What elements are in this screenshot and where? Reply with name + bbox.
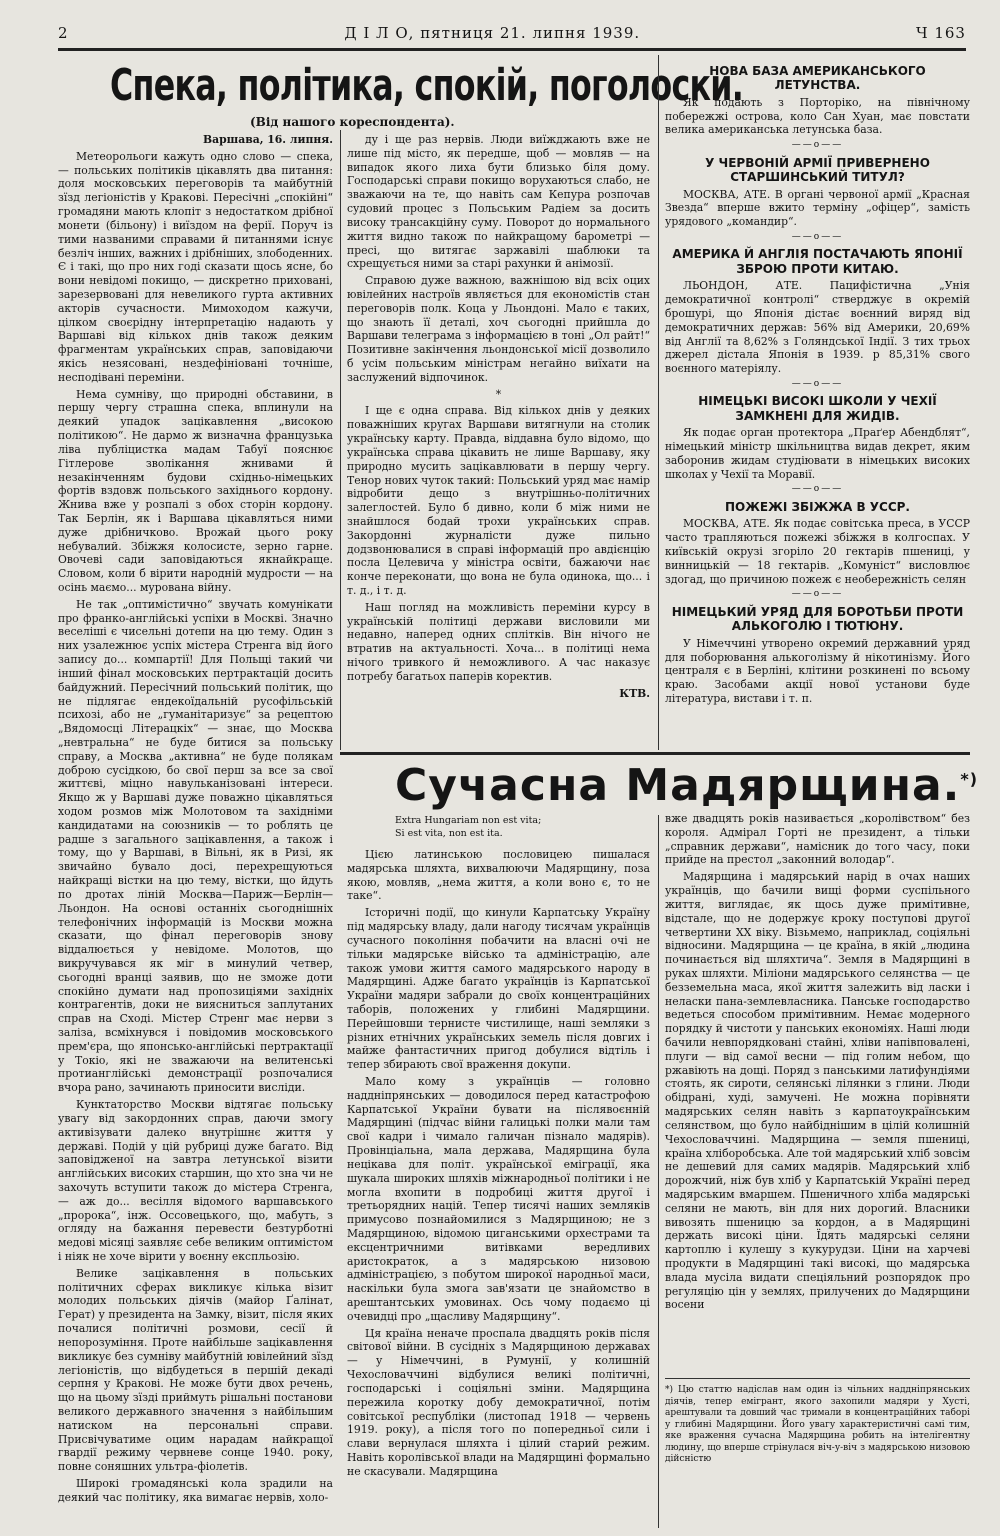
- article2-column-2: [665, 812, 970, 1372]
- separator: ——o——: [791, 378, 844, 389]
- paragraph: Метеорольоги кажуть одно слово — спека, — польських політиків цікавлять два питання: доля московських переговорів та майбутній зїзд легіоністів у Кракові. Пересічні „спокійні“ громадяни мають клопіт з недостатком дрібної монети (більону) і виїздом на ферії. Поруч із тими названими справами й питаннями існує безліч інших, важних і дрібніших, злободенних. Є і такі, що про них годі сказати щось ясне, бо вони невідомі покищо, — дискретно приховані, зарезервовані для невеликого гурта активних акторів сучасности. Мимоходом кажучи, цілком своєрідну інтерпретацію надають у Варшаві від кількох днів також деяким фрагментам українських справ, заповідаючи якісь незясовані, нездефініовані точніше, несподівані переміни.: [58, 149, 333, 384]
- news-text: У Німеччині утворено окремий державний уряд для поборювання алькоголізму й нікотинізму. Його централя є в Берліні, клітини розкинені по всьому краю. Засобами акції нової установи буде література, вистави і т. п.: [665, 636, 970, 705]
- issue-number: Ч 163: [915, 24, 966, 42]
- newspaper-name: Д І Л О,: [344, 24, 415, 42]
- news-text: ЛЬОНДОН, АТЕ. Пацифістична „Унія демократичної контролі“ стверджує в окремій брошурі, що Японія дістає воєнний виряд від демократичних держав: 56% від Америки, 20,69% від Англії та 8,62% з Голяндської Індії. З тих трьох джерел дістала Японія в 1939. р 85,31% свого воєнного матеріялу.: [665, 279, 970, 376]
- paragraph: Історичні події, що кинули Карпатську Україну під мадярську владу, дали нагоду тисячам українців сучасного покоління побачити на власні очі не тільки мадярське військо та адміністрацію, але також умови життя самого мадярського народу в Мадярщині. Адже багато українців із Карпатської України мадяри забрали до своїх концентраційних таборів, положених у глибині Мадярщини. Перейшовши тернисте чистилище, наші земляки з різних етнічних українських земель після довгих і майже фантастичних пригод добулися відтіль і тепер збирають свої враження докупи.: [347, 906, 650, 1072]
- news-title: НІМЕЦЬКІ ВИСОКІ ШКОЛИ У ЧЕХІЇ ЗАМКНЕНІ ДЛЯ ЖИДІВ.: [698, 394, 937, 423]
- column-divider: [658, 815, 659, 1528]
- article2-footnote: *) Цю статтю надіслав нам один із чільних наддніпрянських діячів, тепер емігрант, якого захопили мадяри у Хусті, арештували та довший час тримали в концентраційних таборі у глибині Мадярщини. Його увагу характеристичні самі тим, яке враження сучасна Мадярщина робить на інтелігентну людину, що вперше стрінулася віч-у-віч з мадярською низовою дійсністю: [665, 1378, 970, 1466]
- page-header: [58, 24, 966, 51]
- news-text: Як подає орган протектора „Праґер Абендблят“, німецький міністр шкільництва видав декрет, яким заборонив жидам студіювати в німецьких високих школах у Чехії та Моравії.: [665, 426, 970, 481]
- news-text: МОСКВА, АТЕ. В органі червоної армії „Красная Звезда“ вперше вжито терміну „офіцер“, замість урядового „командир“.: [665, 187, 970, 229]
- news-title: У ЧЕРВОНІЙ АРМІЇ ПРИВЕРНЕНО СТАРШИНСЬКИЙ ТИТУЛ?: [705, 155, 930, 185]
- column-divider: [340, 130, 341, 750]
- header-center: [344, 24, 640, 42]
- news-title: НОВА БАЗА АМЕРИКАНСЬКОГО ЛЕТУНСТВА.: [709, 64, 926, 93]
- article2-headline: [395, 760, 978, 811]
- paragraph: вже двадцять років називається „королівством“ без короля. Адмірал Горті не президент, а тільки „справник держави“, намісник до того часу, поки прийде на престол „законний володар“.: [665, 812, 970, 867]
- news-item: [665, 394, 970, 496]
- news-item: [665, 500, 970, 601]
- paragraph: Кунктаторство Москви відтягає польську увагу від закордонних справ, даючи змогу активізувати далеко внутрішнє життя у державі. Подій у цій рубриці дуже багато. Від заповідженої на завтра летунської візити англійських високих старшин, що хто зна чи не захочуть вступити також до містера Стренга, — аж до... весілля відомого варшавського „пророка“, інж. Оссовецького, що, мабуть, з огляду на бажання перевести безтурботні медові місяці заявляє себе великим оптимістом і ніяк не хоче вірити у воєнну експльозію.: [58, 1098, 333, 1263]
- paragraph: ду і ще раз нервів. Люди виїжджають вже не лише під місто, як передше, щоб — мовляв — на випадок якого лиха бути близько біля дому. Господарські справи покищо ворухаються слабо, не зважаючи на те, що навіть сам Кепура розпочав судовий процес з Польським Радіем за досить високу трансакційну суму. Поворот до нормального життя видно також по найкращому барометрі — пресі, що витягає заржавілі шаблюки та схрещується ними за старі рахунки й анімозії.: [347, 133, 650, 271]
- article1-byline: (Від нашого кореспондента).: [250, 115, 455, 129]
- news-text: МОСКВА, АТЕ. Як подає совітська преса, в УССР часто трапляються пожежі збіжжя в колгоспах. У київській окрузі згоріло 20 гектарів пшениці, у винницькій — 18 гектарів. „Комуніст“ висловлює здогад, що причиною пожеж є необережність селян: [665, 517, 970, 586]
- separator: ——o——: [791, 589, 844, 600]
- separator: ——o——: [791, 140, 844, 151]
- footnote-marker: *): [960, 769, 979, 789]
- epigraph-line: Si est vita, non est ita.: [395, 827, 503, 839]
- article2-title-text: Сучасна Мадярщина.: [395, 760, 961, 811]
- news-item: [665, 64, 970, 152]
- paragraph: Цією латинською пословицею пишалася мадярська шляхта, вихвалюючи Мадярщину, поза якою, мовляв, „нема життя, а коли воно є, то не таке“.: [347, 848, 650, 903]
- news-column: [665, 60, 970, 750]
- epigraph-line: Extra Hungariam non est vita;: [395, 815, 542, 826]
- article1-column-2: [347, 133, 650, 748]
- news-item: [665, 247, 970, 390]
- paragraph: Нема сумніву, що природні обставини, в першу чергу страшна спека, вплинули на деякий упадок зацікавлення „високою політикою“. Не дармо ж визначна французька ліва публіцистка мадам Табуї пояснює Гітлерове зволікання жнивами й незакінченням будови східньо-німецьких фортів вздовж польського західнього кордону. Жнива вже у розпалі з обох сторін кордону. Так Берлін, як і Варшава цікавляться ними дуже дрібничково. Врожай цього року небувалий. Збіжжя колосисте, зерно гарне. Овочеві сади заповідаються якнайкраще. Словом, коли б вірити народній мудрости — на осінь маємо... мурована війну.: [58, 387, 333, 594]
- news-item: [665, 605, 970, 706]
- article1-headline: Спека, політика, спокій, поголоски.: [110, 60, 744, 111]
- column-divider: [658, 55, 659, 750]
- section-break: *: [495, 387, 502, 401]
- separator: ——o——: [791, 231, 844, 242]
- paragraph: Широкі громадянські кола зрадили на деякий час політику, яка вимагає нервів, холо-: [58, 1477, 333, 1504]
- paragraph: Ця країна неначе проспала двадцять років після світової війни. В сусідніх з Мадярщиною державах — у Німеччині, в Румунії, у колишній Чехословаччині відбулися великі політичні, господарські і соціяльні зміни. Мадярщина пережила коротку добу демократичної, потім совітської республіки (листопад 1918 — червень 1919. року), а після того по попередньої сили і слави вернулася шляхта і цілий старий режим. Навіть королівської влади на Мадярщині формально не скасували. Мадярщина: [347, 1326, 650, 1478]
- page-number: 2: [58, 24, 69, 42]
- paragraph: І ще є одна справа. Від кількох днів у деяких поважніших кругах Варшави витягнули на столик українську карту. Правда, віддавна було відомо, що українська справа цікавить не лише Варшаву, яку природно мусить зацікавлювати в першу чергу. Тенор нових чуток такий: Польський уряд має намір відробити дещо з внутрішньо-політичних залеглостей. Було б дивно, коли б між ними не знайшлося бодай трохи українських справ. Закордонні журналісти дуже пильно додзвонювалися в справі інформацій про авдієнцію посла Целевича у міністра освіти, бажаючи нає конче переконати, що вона не була одинока, що... і т. д., і т. д.: [347, 404, 650, 597]
- section-rule: [340, 752, 970, 755]
- paragraph: Не так „оптимістично“ звучать комунікати про франко-англійські успіхи в Москві. Значно веселіші є чисельні дотепи на цю тему. Один з них узалежнює успіх містера Стренга від його запису до... компартії! Для Польщі такий чи інший фінал московських пертрактацій досить байдужний. Пересічний польський політик, що не підлягає ендекоїдальній русофільській психозі, або не „гуманітаризує“ за рецептою „Вядомосці Літерацкіх“ — знає, що Москва „невтральна“ не буде битися за польську справу, а Москва „активна“ не буде полякам доброю сусідкою, бо свої перш за все за свої життєві, міцно навульканізовані інтереси. Якщо ж у Варшаві дуже поважно цікавляться ходом розмов між Молотовом та західніми кандидатами на союзників — то роблять це радше з загального зацікавлення, а також і тому, що у Варшаві, в Вільні, як в Ризі, як звичайно бувало досі, перехрещуються найкращі вістки на цю тему, вістки, що йдуть по дротах ліній Москва—Париж—Берлін—Льондон. На основі останніх сьогоднішніх телефонічних інформацій із Москви можна сказати, що фінал переговорів знову віддалюється у невідоме. Молотов, що викручувався як міг в минулий четвер, сьогодні вранці заявив, що не зможе доти спокійно думати над пропозиціями західніх контрагентів, доки не виясниться заплутаних справ на Сході. Містер Стренг має нерви з заліза, всміхнувся і повідомив московського прем'єра, що японсько-англійські пертрактації у Токіо, які не зважаючи на велитенські протианглійські демонстрації розпочалися вчора рано, зачинають приносити висліди.: [58, 597, 333, 1095]
- article1-dateline: Варшава, 16. липня.: [203, 133, 333, 146]
- paragraph: Велике зацікавлення в польських політичних сферах викликує кілька візит молодих польських діячів (майор Ґалінат, Герат) у президента на Замку, візит, після яких почалися політичні розмови, сесії й непорозуміння. Проте найбільше зацікавлення викликує без сумніву майбутній ювілейний зїзд легіоністів, що відбудеться в першій декаді серпня у Кракові. Не може бути двох речень, що на цьому зїзді приймуть рішальні постанови великого державного значення з найбільшим натиском на персональні справи. Присвічуватиме оцим нарадам найкращої гвардії режиму червневе сонце 1940. року, повне соняшних ультра-фіолетів.: [58, 1266, 333, 1474]
- news-item: [665, 156, 970, 244]
- news-text: Як подають з Порторіко, на північному побережжі острова, коло Сан Хуан, має повстати велика американська летунська база.: [665, 95, 970, 137]
- separator: ——o——: [791, 484, 844, 495]
- paragraph: Справою дуже важною, важнішою від всіх оцих ювілейних настроїв являється для економістів стан переговорів полк. Коца у Льондоні. Мало є таких, що знають її деталі, хоч сьогодні прийшла до Варшави телеграма з інформацією в тоні „Ол райт!“ Позитивне закінчення льондонської місії дозволило б усім польським міністрам негайно виїхати на заслужений відпочинок.: [347, 274, 650, 384]
- news-title: ПОЖЕЖІ ЗБІЖЖА В УССР.: [725, 500, 910, 514]
- article2-column-1: [347, 848, 650, 1528]
- article1-column-1: [58, 133, 333, 1528]
- article1-signature: КТВ.: [619, 686, 650, 700]
- news-title: АМЕРИКА Й АНГЛІЯ ПОСТАЧАЮТЬ ЯПОНІЇ ЗБРОЮ ПРОТИ КИТАЮ.: [672, 247, 963, 276]
- paragraph: Мадярщина і мадярський нарід в очах наших українців, що бачили вищі форми суспільного життя, виглядає, як щось дуже примітивне, відстале, що не додержує кроку поступові другої четвертини ХХ віку. Візьмемо, наприклад, соціяльні відносини. Мадярщина — це країна, в якій „людина починається від шляхтича“. Земля в Мадярщині в руках шляхти. Міліони мадярського селянства — це безземельна маса, якої життя залежить від ласки і неласки пана-землевласника. Панське господарство ведеться способом примітивним. Немає модерного порядку й чистоти у панських економіях. Наші люди бачили невпорядковані стайні, хліви напівповалені, плуги — від самої весни — під голим небом, що ржавіють на дощі. Поряд з панськими латифундіями стоять, як сироти, селянські лілянки з глини. Люди обідрані, худі, замучені. Не можна порівняти мадярських селян навіть з карпатоукраїнським селянством, що було найбіднішим в цілій колишній Чехословаччині. Мадярщина — земля пшениці, країна хліборобська. Але той мадярський хліб зовсім не дешевий для самих мадярів. Мадярський хліб дорожчий, ніж був хліб у Карпатській Україні перед мадярським вмаршем. Пшеничного хліба мадярські селяни не мають, він для них дорогий. Власники вивозять пшеницю за кордон, а в Мадярщині держать високі ціни. Їдять мадярські селяни картоплю і кулешу з кукурудзи. Ціни на харчеві продукти в Мадярщині такі високі, що мадярська влада мусіла видати спеціяльний розпорядок про регуляцію цін у землях, прилучених до Мадярщини восени: [665, 870, 970, 1312]
- epigraph: [395, 815, 541, 841]
- issue-date: пятниця 21. липня 1939.: [420, 24, 641, 42]
- paragraph: Мало кому з українців — головно наддніпрянських — доводилося перед катастрофою Карпатської України бувати на післявоєнній Мадярщині (підчас війни галицькі полки мали там свої кадри і чимало галичан пізнало мадярів). Провінціальна, мала держава, Мадярщина була нецікава для політ. української еміграції, яка шукала широких шляхів міжнародньої політики і не могла вхопити в подробиці життя другої і третьорядних націй. Тепер тисячі наших земляків примусово познайомилися з Мадярщиною; не з Мадярщиною, відомою циганськими орхестрами та ексцентричними витівками вередливих аристократок, а з мадярською низовою адміністрацією, з побутом широкої народньої маси, наскільки була змога зав'язати це знайомство в арештантських умовинах. Ось чому подаємо ці очевидці про „щасливу Мадярщину“.: [347, 1075, 650, 1323]
- paragraph: Наш погляд на можливість переміни курсу в українській політиці держави висловили ми недавно, наперед одних сплітків. Він нічого не втратив на актуальності. Хоча... в політиці нема нічого тривкого й неможливого. А час наказує потребу багатьох паперів коректив.: [347, 600, 650, 683]
- news-title: НІМЕЦЬКИЙ УРЯД ДЛЯ БОРОТЬБИ ПРОТИ АЛЬКОГОЛЮ І ТЮТЮНУ.: [671, 604, 964, 634]
